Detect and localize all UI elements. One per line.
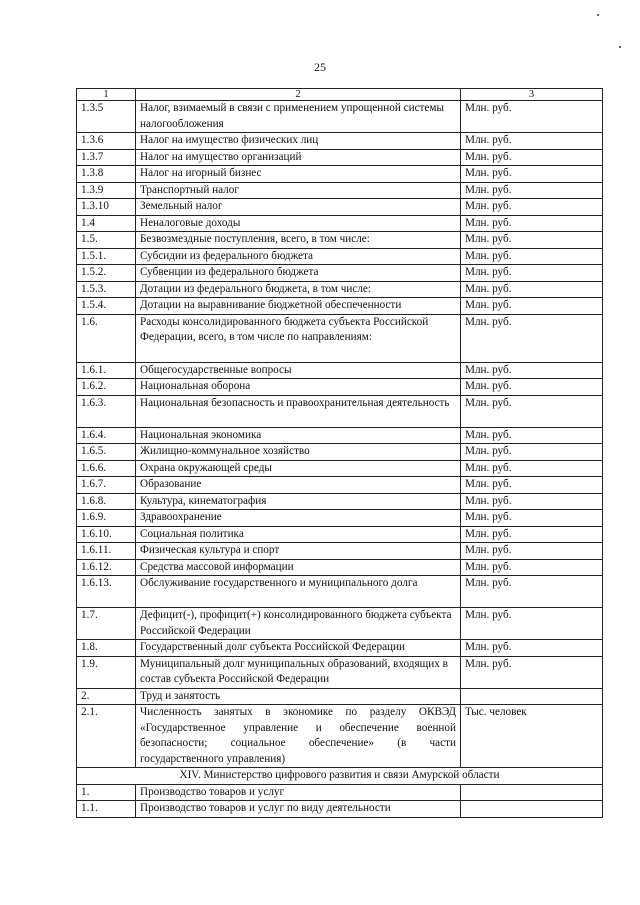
row-name: Расходы консолидированного бюджета субъекта Российской Федерации, всего, в том числе по направлениям:	[136, 314, 461, 362]
row-unit: Млн. руб.	[461, 543, 603, 560]
row-unit: Млн. руб.	[461, 265, 603, 282]
table-header-row	[77, 89, 603, 101]
table-row	[77, 395, 603, 427]
row-name: Общегосударственные вопросы	[136, 362, 461, 379]
row-code: 1.6.11.	[77, 543, 136, 560]
row-unit: Млн. руб.	[461, 526, 603, 543]
table-row	[77, 656, 603, 688]
row-name: Субсидии из федерального бюджета	[136, 248, 461, 265]
row-unit: Млн. руб.	[461, 199, 603, 216]
row-name: Государственный долг субъекта Российской Федерации	[136, 640, 461, 657]
table-row	[77, 281, 603, 298]
row-unit	[461, 784, 603, 801]
row-unit: Млн. руб.	[461, 379, 603, 396]
row-name: Безвозмездные поступления, всего, в том числе:	[136, 232, 461, 249]
row-code: 1.6.12.	[77, 559, 136, 576]
row-code: 1.3.6	[77, 133, 136, 150]
row-name: Обслуживание государственного и муниципального долга	[136, 576, 461, 608]
table-row	[77, 101, 603, 133]
scan-speck	[597, 14, 599, 16]
table-row	[77, 265, 603, 282]
row-unit: Млн. руб.	[461, 149, 603, 166]
row-name: Национальная безопасность и правоохранительная деятельность	[136, 395, 461, 427]
table-row	[77, 608, 603, 640]
row-name: Национальная оборона	[136, 379, 461, 396]
row-code: 1.6.9.	[77, 510, 136, 527]
row-code: 1.6.	[77, 314, 136, 362]
row-unit: Млн. руб.	[461, 314, 603, 362]
row-code: 1.6.1.	[77, 362, 136, 379]
row-unit: Млн. руб.	[461, 182, 603, 199]
row-name: Налог на игорный бизнес	[136, 166, 461, 183]
row-unit: Млн. руб.	[461, 395, 603, 427]
row-name: Налог на имущество организаций	[136, 149, 461, 166]
row-code: 1.8.	[77, 640, 136, 657]
row-code: 1.3.5	[77, 101, 136, 133]
row-code: 1.6.6.	[77, 460, 136, 477]
row-code: 1.	[77, 784, 136, 801]
row-unit: Млн. руб.	[461, 298, 603, 315]
row-unit: Млн. руб.	[461, 133, 603, 150]
row-code: 1.6.7.	[77, 477, 136, 494]
table-row	[77, 362, 603, 379]
table-row	[77, 559, 603, 576]
table-row	[77, 705, 603, 768]
table-row	[77, 543, 603, 560]
row-name: Охрана окружающей среды	[136, 460, 461, 477]
row-code: 1.6.8.	[77, 493, 136, 510]
header-col-2: 2	[136, 89, 461, 101]
table-row	[77, 526, 603, 543]
row-name: Культура, кинематография	[136, 493, 461, 510]
row-name: Численность занятых в экономике по разделу ОКВЭД «Государственное управление и обеспечение военной безопасности; социальное обеспечение» (в части государственного управления)	[136, 705, 461, 768]
row-name: Здравоохранение	[136, 510, 461, 527]
row-code: 1.3.9	[77, 182, 136, 199]
row-name: Труд и занятость	[136, 688, 461, 705]
row-code: 2.	[77, 688, 136, 705]
row-unit: Млн. руб.	[461, 559, 603, 576]
scan-speck	[619, 46, 621, 48]
row-code: 1.5.4.	[77, 298, 136, 315]
table-row	[77, 460, 603, 477]
header-col-3: 3	[461, 89, 603, 101]
row-code: 1.5.1.	[77, 248, 136, 265]
row-name: Образование	[136, 477, 461, 494]
row-unit: Тыс. человек	[461, 705, 603, 768]
row-name: Земельный налог	[136, 199, 461, 216]
table-row	[77, 427, 603, 444]
row-unit: Млн. руб.	[461, 493, 603, 510]
row-unit: Млн. руб.	[461, 656, 603, 688]
row-unit: Млн. руб.	[461, 608, 603, 640]
row-name: Транспортный налог	[136, 182, 461, 199]
row-unit: Млн. руб.	[461, 576, 603, 608]
row-name: Налог на имущество физических лиц	[136, 133, 461, 150]
row-name: Неналоговые доходы	[136, 215, 461, 232]
row-unit: Млн. руб.	[461, 166, 603, 183]
row-code: 1.3.8	[77, 166, 136, 183]
table-row	[77, 149, 603, 166]
row-name: Социальная политика	[136, 526, 461, 543]
row-unit: Млн. руб.	[461, 427, 603, 444]
row-code: 1.6.10.	[77, 526, 136, 543]
table-row	[77, 801, 603, 818]
page-number: 25	[314, 60, 326, 74]
row-code: 1.6.3.	[77, 395, 136, 427]
row-code: 1.5.2.	[77, 265, 136, 282]
row-name: Производство товаров и услуг по виду деятельности	[136, 801, 461, 818]
row-name: Субвенции из федерального бюджета	[136, 265, 461, 282]
row-name: Дотации на выравнивание бюджетной обеспеченности	[136, 298, 461, 315]
header-col-1: 1	[77, 89, 136, 101]
row-name: Налог, взимаемый в связи с применением упрощенной системы налогообложения	[136, 101, 461, 133]
row-code: 1.1.	[77, 801, 136, 818]
section-row	[77, 768, 603, 785]
row-unit: Млн. руб.	[461, 232, 603, 249]
row-name: Производство товаров и услуг	[136, 784, 461, 801]
row-code: 1.7.	[77, 608, 136, 640]
table-row	[77, 199, 603, 216]
table-row	[77, 166, 603, 183]
row-code: 1.3.7	[77, 149, 136, 166]
table-row	[77, 248, 603, 265]
row-unit: Млн. руб.	[461, 510, 603, 527]
table-row	[77, 688, 603, 705]
table-row	[77, 298, 603, 315]
table-row	[77, 444, 603, 461]
row-code: 1.6.2.	[77, 379, 136, 396]
table-row	[77, 640, 603, 657]
table-row	[77, 182, 603, 199]
row-unit: Млн. руб.	[461, 362, 603, 379]
row-name: Средства массовой информации	[136, 559, 461, 576]
table-row	[77, 576, 603, 608]
row-unit: Млн. руб.	[461, 444, 603, 461]
row-unit	[461, 801, 603, 818]
row-name: Физическая культура и спорт	[136, 543, 461, 560]
row-code: 2.1.	[77, 705, 136, 768]
row-unit	[461, 688, 603, 705]
table-row	[77, 493, 603, 510]
row-code: 1.9.	[77, 656, 136, 688]
row-unit: Млн. руб.	[461, 215, 603, 232]
row-name: Муниципальный долг муниципальных образований, входящих в состав субъекта Российской Федерации	[136, 656, 461, 688]
row-code: 1.6.13.	[77, 576, 136, 608]
row-name: Жилищно-коммунальное хозяйство	[136, 444, 461, 461]
row-unit: Млн. руб.	[461, 460, 603, 477]
section-title: XIV. Министерство цифрового развития и связи Амурской области	[77, 768, 603, 785]
table-row	[77, 510, 603, 527]
row-code: 1.4	[77, 215, 136, 232]
table-row	[77, 232, 603, 249]
row-code: 1.6.5.	[77, 444, 136, 461]
table-row	[77, 133, 603, 150]
indicators-table	[76, 88, 603, 818]
row-code: 1.5.	[77, 232, 136, 249]
row-name: Дотации из федерального бюджета, в том числе:	[136, 281, 461, 298]
table-row	[77, 784, 603, 801]
table-row	[77, 314, 603, 362]
table-row	[77, 215, 603, 232]
row-code: 1.6.4.	[77, 427, 136, 444]
row-unit: Млн. руб.	[461, 281, 603, 298]
table-row	[77, 477, 603, 494]
row-unit: Млн. руб.	[461, 101, 603, 133]
row-unit: Млн. руб.	[461, 640, 603, 657]
table-row	[77, 379, 603, 396]
row-unit: Млн. руб.	[461, 248, 603, 265]
row-code: 1.5.3.	[77, 281, 136, 298]
row-code: 1.3.10	[77, 199, 136, 216]
row-unit: Млн. руб.	[461, 477, 603, 494]
row-name: Национальная экономика	[136, 427, 461, 444]
row-name: Дефицит(-), профицит(+) консолидированного бюджета субъекта Российской Федерации	[136, 608, 461, 640]
